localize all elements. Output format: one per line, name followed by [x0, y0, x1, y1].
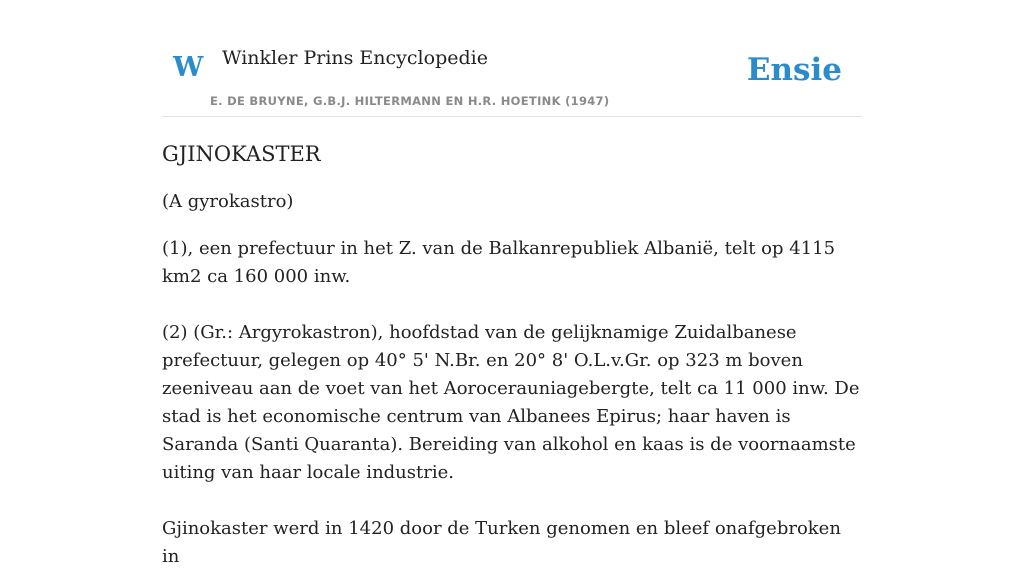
- article-paragraph-2: (2) (Gr.: Argyrokastron), hoofdstad van de gelijknamige Zuidalbanese prefectuur, gelegen op 40° 5' N.Br. en 20° 8' O.L.v.Gr. op 323 m boven zeeniveau aan de voet van het Aorocerauniagebergte, telt ca 11 000 inw. De stad is het economische centrum van Albanees Epirus; haar haven is Saranda (Santi Quaranta). Bereiding van alkohol en kaas is de voornaamste uiting van haar locale industrie.: [162, 322, 860, 483]
- ensie-logo-link[interactable]: Ensie: [746, 52, 842, 88]
- article-title: GJINOKASTER: [162, 142, 321, 166]
- book-authors: E. DE BRUYNE, G.B.J. HILTERMANN EN H.R. HOETINK (1947): [210, 94, 610, 108]
- book-title[interactable]: Winkler Prins Encyclopedie: [222, 47, 488, 69]
- book-logo-link[interactable]: W: [173, 52, 204, 83]
- article-paragraph-3: Gjinokaster werd in 1420 door de Turken genomen en bleef onafgebroken in: [162, 518, 841, 567]
- article: [162, 138, 862, 571]
- article-paragraph-1: (1), een prefectuur in het Z. van de Balkanrepubliek Albanië, telt op 4115 km2 ca 160 000 inw.: [162, 238, 836, 287]
- book-header: [162, 0, 862, 117]
- article-subtitle: (A gyrokastro): [162, 191, 294, 212]
